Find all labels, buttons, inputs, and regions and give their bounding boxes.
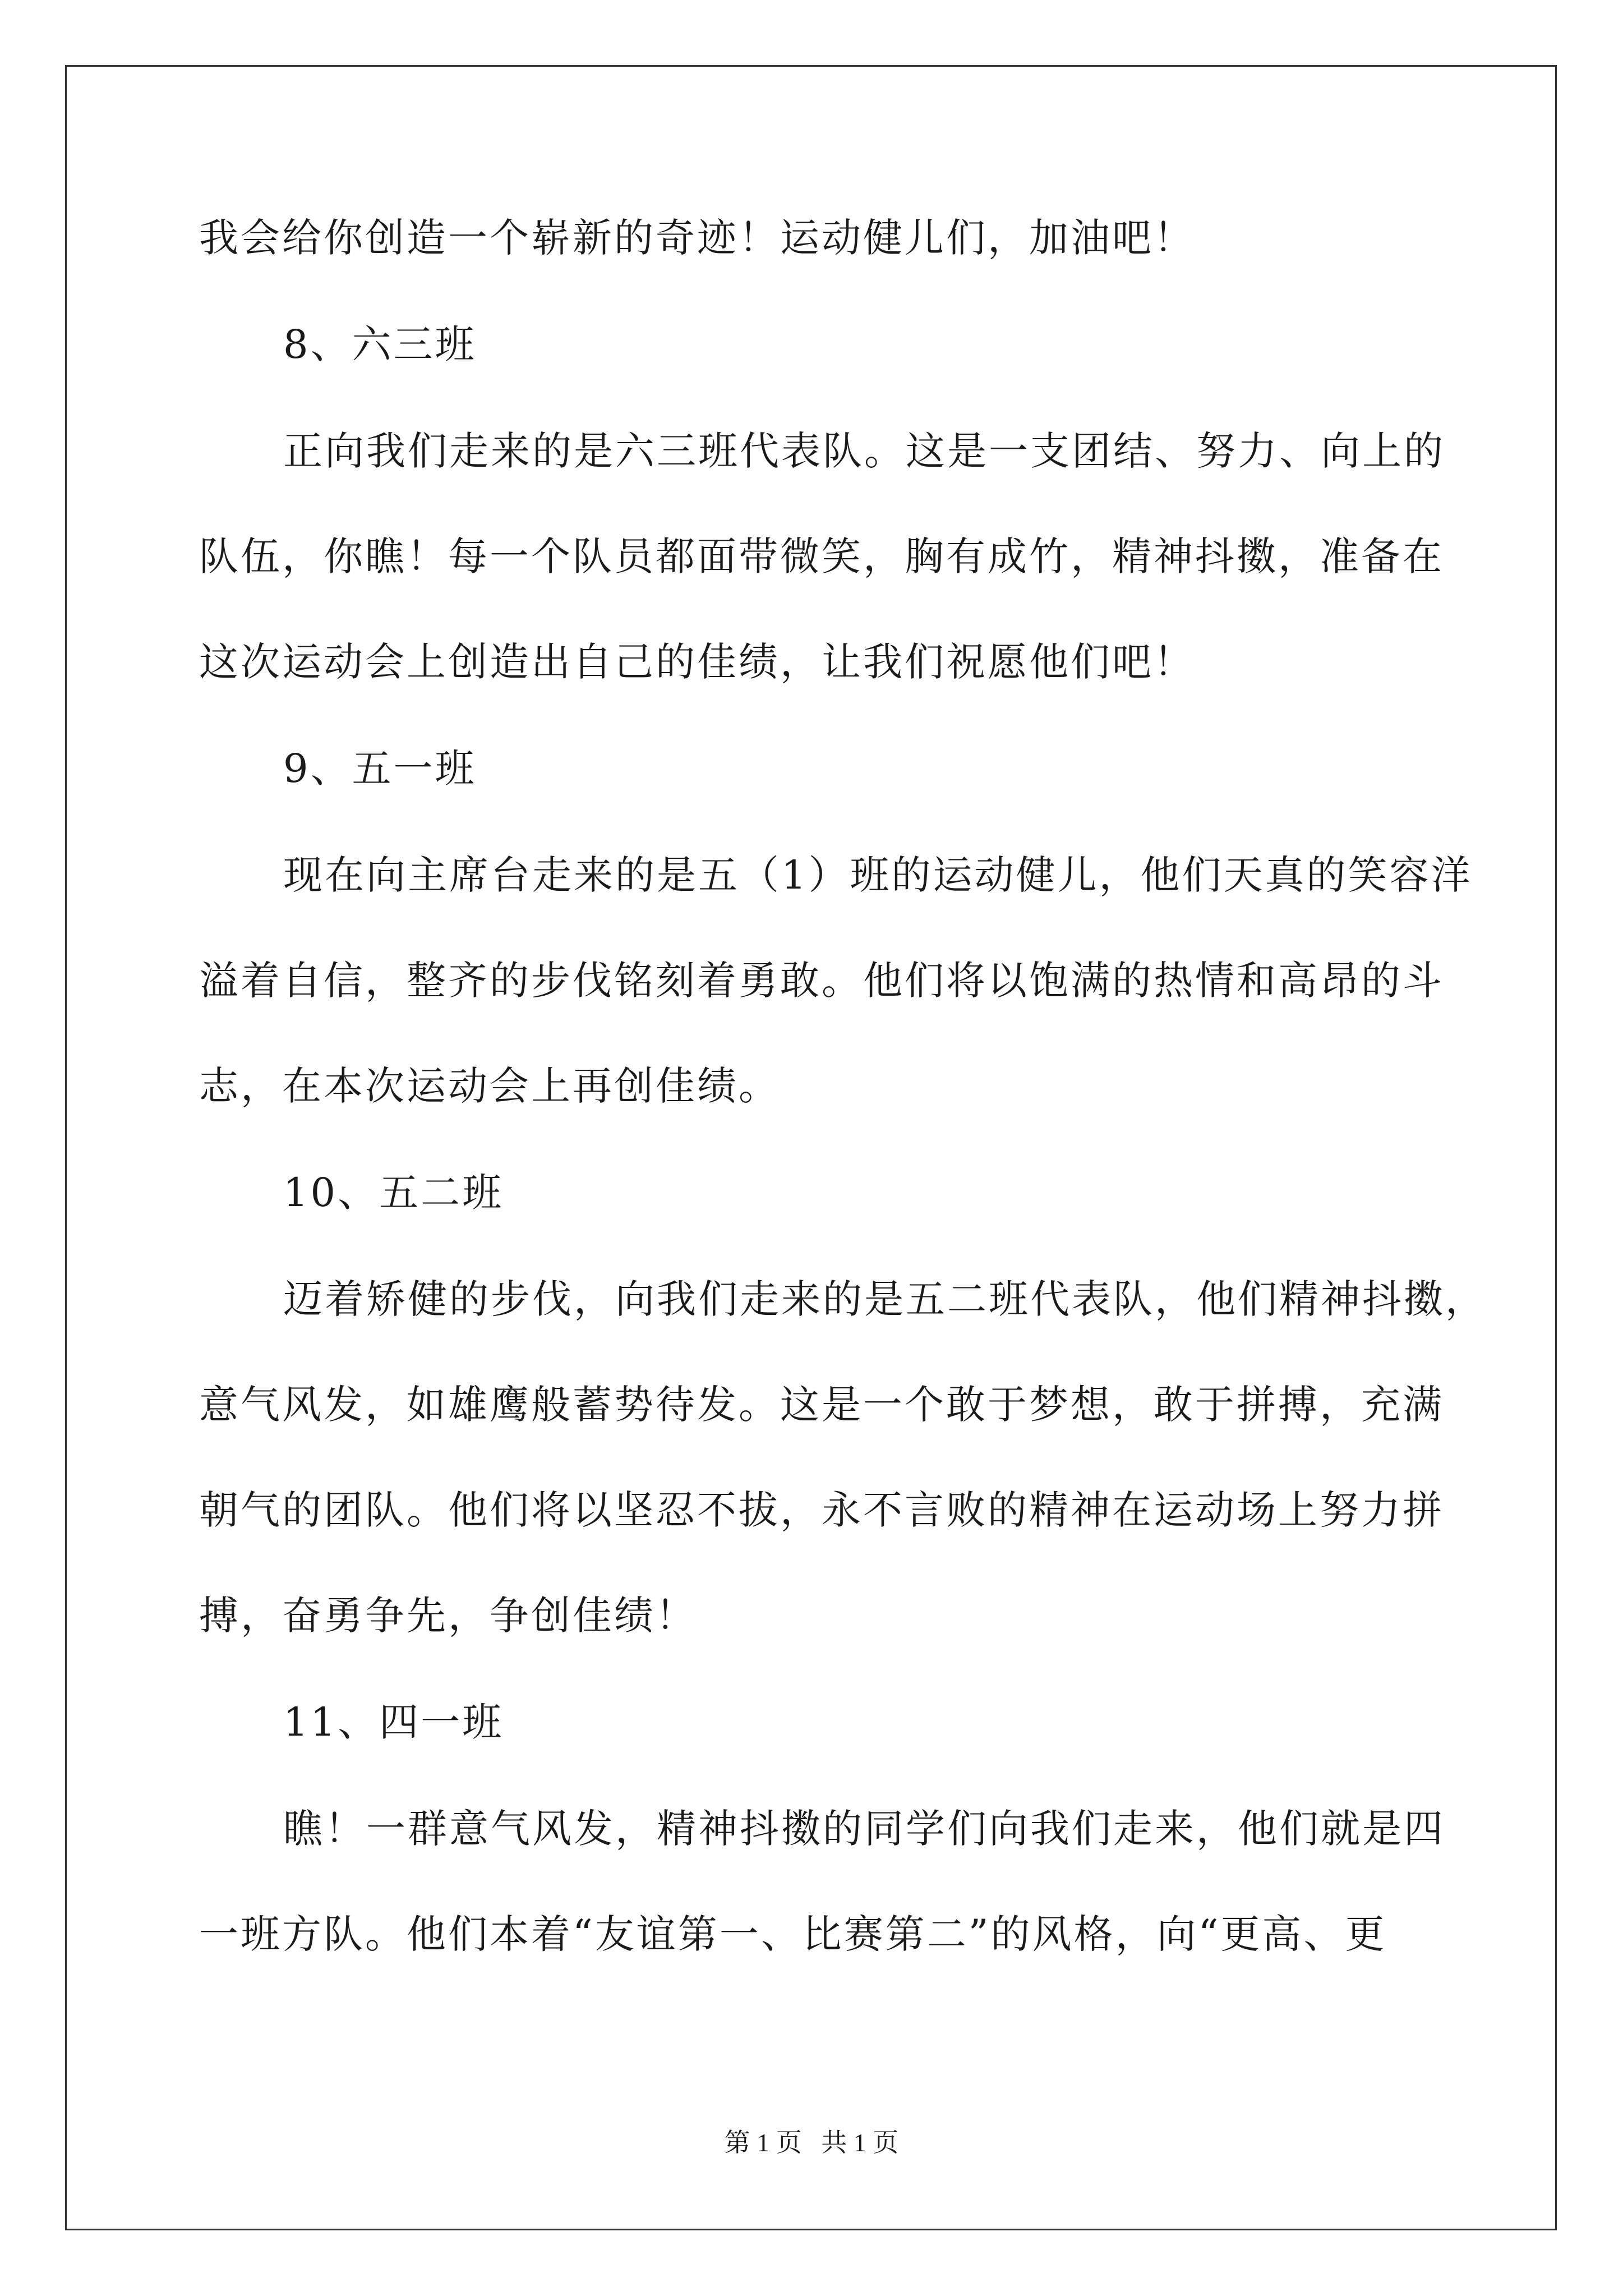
text-line: 队伍，你瞧！每一个队员都面带微笑，胸有成竹，精神抖擞，准备在 xyxy=(199,533,1444,579)
text-line: 我会给你创造一个崭新的奇迹！运动健儿们，加油吧！ xyxy=(199,215,1195,261)
text-line: 现在向主席台走来的是五（1）班的运动健儿，他们天真的笑容洋 xyxy=(283,852,1473,898)
text-line: 溢着自信，整齐的步伐铭刻着勇敢。他们将以饱满的热情和高昂的斗 xyxy=(199,958,1444,1004)
section-heading: 11、四一班 xyxy=(283,1699,504,1745)
section-heading: 10、五二班 xyxy=(283,1170,504,1216)
page-footer: 第 1 页 共 1 页 xyxy=(724,2128,899,2157)
text-line: 志，在本次运动会上再创佳绩。 xyxy=(199,1063,780,1109)
text-line: 这次运动会上创造出自己的佳绩，让我们祝愿他们吧！ xyxy=(199,639,1195,685)
section-heading: 8、六三班 xyxy=(283,321,477,367)
text-line: 意气风发，如雄鹰般蓄势待发。这是一个敢于梦想，敢于拼搏，充满 xyxy=(199,1382,1444,1428)
text-line: 搏，奋勇争先，争创佳绩！ xyxy=(199,1593,697,1639)
document-body xyxy=(199,212,1487,1960)
section-heading: 9、五一班 xyxy=(283,746,477,792)
text-line: 瞧！一群意气风发，精神抖擞的同学们向我们走来，他们就是四 xyxy=(283,1806,1445,1852)
text-line: 正向我们走来的是六三班代表队。这是一支团结、努力、向上的 xyxy=(283,428,1445,474)
text-line: 一班方队。他们本着“友谊第一、比赛第二”的风格，向“更高、更 xyxy=(199,1911,1387,1957)
text-line: 朝气的团队。他们将以坚忍不拔，永不言败的精神在运动场上努力拼 xyxy=(199,1487,1444,1533)
text-line: 迈着矫健的步伐，向我们走来的是五二班代表队，他们精神抖擞， xyxy=(283,1276,1487,1322)
